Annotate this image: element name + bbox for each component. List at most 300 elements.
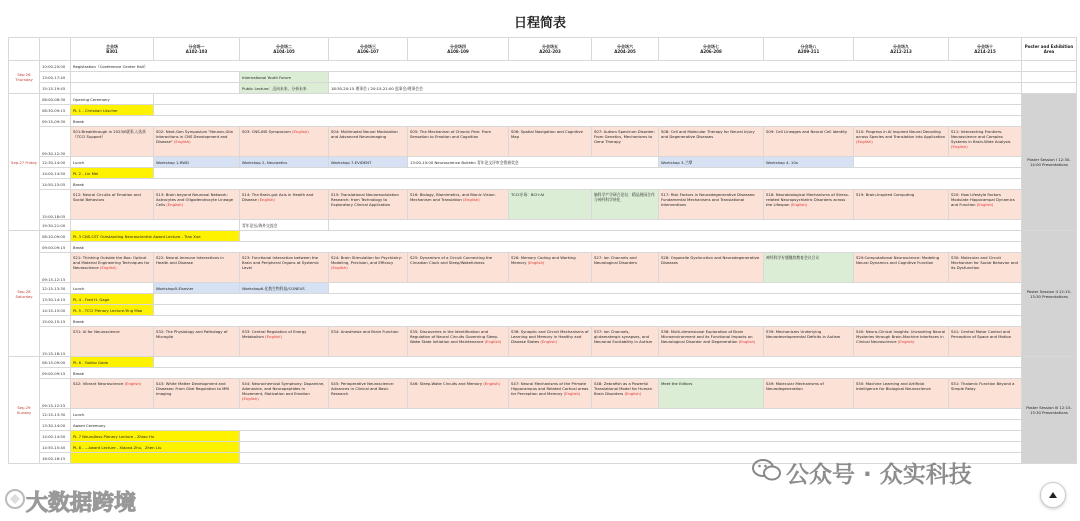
column-header-room: A209-211 <box>797 49 820 54</box>
session-cell[interactable] <box>154 157 240 168</box>
language-tag: (English) <box>463 197 480 202</box>
session-cell[interactable] <box>329 379 408 409</box>
column-header-name: 分会场九 <box>893 44 909 49</box>
brand-watermark: 大数据跨境 <box>26 491 137 516</box>
session-title: Meet the Editors <box>661 381 693 386</box>
column-header <box>764 38 854 61</box>
session-cell[interactable] <box>509 327 592 357</box>
session-cell[interactable] <box>764 379 854 409</box>
session-title: Workshop6-化数生物科技/CONEUS <box>242 285 305 291</box>
column-header-name: 分会场一 <box>188 44 205 49</box>
language-tag: (English) <box>897 339 915 344</box>
session-cell[interactable] <box>71 283 154 294</box>
column-header-room: A202-203 <box>539 49 561 54</box>
session-title: TCCI专场：BCI+AI <box>511 192 545 197</box>
language-tag: (English) <box>258 197 275 202</box>
column-header <box>1022 38 1077 61</box>
session-title: S11: Intersecting Frontiers: Neuroscience and Complex Systems in Brain-Wide Analysis <box>951 129 1011 144</box>
empty-cell <box>329 220 1022 231</box>
session-title: S22: Neural-Immune Interactions in Health and Disease <box>156 255 224 265</box>
session-cell[interactable] <box>764 190 854 220</box>
time-slot: 13:30-14:00 <box>40 420 71 431</box>
session-title: S49: Molecular Mechanisms of Neurodegeneration <box>766 381 824 391</box>
time-slot: 14:50-15:05 <box>40 179 71 190</box>
session-title: S27: Ion Channels and Neurological Disorders <box>594 255 637 265</box>
session-cell[interactable] <box>154 127 240 157</box>
session-title: S28: Organelle Dysfunction and Neurodegenerative Diseases <box>661 255 760 265</box>
poster-session-cell[interactable] <box>1022 94 1077 231</box>
schedule-row <box>9 116 1077 127</box>
empty-cell <box>240 442 1022 453</box>
time-slot: 14:50-15:40 <box>40 442 71 453</box>
session-title: S23: Functional Interaction between the Brain and Peripheral Organs at Systemic Level <box>242 255 320 270</box>
time-slot: 12:30-14:00 <box>40 157 71 168</box>
session-title: International Youth Forum <box>242 74 292 80</box>
session-title: PL 3 CNS-CST Outstanding Neuroscientist Award Lecture - Tian Xue <box>73 233 201 239</box>
day-label: Sep.27 Friday <box>9 94 40 231</box>
empty-cell <box>329 283 1022 294</box>
poster-cell <box>1022 61 1077 72</box>
language-tag: (English) <box>540 339 558 344</box>
session-title: S07: Autism Spectrum Disorder: From Genetics, Mechanisms to Gene Therapy <box>594 129 656 144</box>
session-cell[interactable] <box>408 157 659 168</box>
session-cell[interactable] <box>509 127 592 157</box>
session-title: S18: Neurobiological Mechanisms of Stress-related Neuropsychiatric Disorders across the Lifespan <box>766 192 850 207</box>
session-title: S41: Central Motor Control and Perception of Space and Motion <box>951 329 1012 339</box>
session-title: PL 4 - Fred H. Gage <box>73 296 110 302</box>
schedule-row <box>9 83 1077 94</box>
session-cell[interactable] <box>71 179 1022 190</box>
session-title: S34: Anesthesia and Brain Function <box>331 329 399 334</box>
session-cell[interactable] <box>592 379 659 409</box>
column-header-name: 分会场四 <box>450 44 466 49</box>
session-title: S47: Neural Mechanisms of the Primate Hippocampus and Related Cortical areas for Perception and Memory <box>511 381 589 396</box>
language-tag: (English) <box>624 391 642 396</box>
schedule-row <box>9 72 1077 83</box>
session-title: Workshop 3-兰摩 <box>661 159 693 165</box>
session-cell[interactable] <box>592 127 659 157</box>
session-cell[interactable] <box>240 327 329 357</box>
session-cell[interactable] <box>71 294 154 305</box>
session-cell[interactable] <box>154 190 240 220</box>
session-title: S24: Brain Stimulation for Psychiatry: Modeling, Precision, and Efficacy <box>331 255 402 265</box>
time-slot: 14:15-15:00 <box>40 305 71 316</box>
time-slot: 08:15-09:00 <box>40 357 71 368</box>
session-cell[interactable] <box>240 379 329 409</box>
session-cell[interactable] <box>329 327 408 357</box>
empty-cell <box>71 453 240 464</box>
time-slot: 08:10-09:00 <box>40 231 71 242</box>
session-title: Lunch <box>73 159 85 165</box>
schedule-row <box>9 368 1077 379</box>
session-title: PL 2 - Lin Mei <box>73 170 99 176</box>
time-slot: 09:30-12:30 <box>40 127 71 157</box>
poster-session-label: Poster Session I 12:30-14:00 Presentations <box>1027 157 1071 167</box>
session-title: S08: Cell and Molecular Therapy for Neural Injury and Degenerative Diseases <box>661 129 755 139</box>
session-cell[interactable] <box>509 190 592 220</box>
session-title: S16: Biology, Biomimetics, and Bionic Vision: Mechanism and Translation <box>410 192 496 202</box>
session-title: S29:Computational Neuroscience: Modeling Neural Dynamics and Cognitive Function <box>856 255 940 265</box>
session-title: S45: Perioperative Neuroscience: Advances in Clinical and Basic Research <box>331 381 395 396</box>
session-title: Break <box>73 244 84 250</box>
session-title: S51: Thalamic Function Beyond a Simple Relay <box>951 381 1015 391</box>
empty-cell <box>71 72 240 83</box>
day-label: Sep.29 Sunday <box>9 357 40 464</box>
column-header <box>592 38 659 61</box>
column-header <box>408 38 509 61</box>
page-title: 日程简表 <box>513 16 566 31</box>
language-tag: (English) <box>976 202 994 207</box>
session-title: S17: Risk Factors in Neurodegenerative Diseases: Fundamental Mechanisms and Translational Interventions <box>661 192 756 207</box>
session-cell[interactable] <box>71 379 154 409</box>
session-cell[interactable] <box>154 283 240 294</box>
schedule-row <box>9 409 1077 420</box>
session-cell[interactable] <box>71 61 1022 72</box>
poster-cell <box>1022 72 1077 83</box>
column-header <box>509 38 592 61</box>
column-header-name: 分会场二 <box>276 44 292 49</box>
schedule-row <box>9 127 1077 157</box>
schedule-row <box>9 220 1077 231</box>
session-cell[interactable] <box>154 327 240 357</box>
session-cell[interactable] <box>854 327 949 357</box>
session-cell[interactable] <box>240 83 329 94</box>
column-header-name: Poster and Exhibition Area <box>1024 44 1074 54</box>
session-title: S31: AI for Neuroscience <box>73 329 120 334</box>
session-title: S40: Neuro-Clinical Insights: Unraveling Neural Mysteries through Brain-Machine Interfaces in Clinical Neuroscience <box>856 329 946 344</box>
empty-cell <box>71 83 240 94</box>
time-slot: 15:00-15:15 <box>40 316 71 327</box>
language-tag: (English) <box>331 265 348 270</box>
session-cell[interactable] <box>509 253 592 283</box>
column-header-room: A102-103 <box>185 49 208 54</box>
session-cell[interactable] <box>659 190 764 220</box>
schedule-row <box>9 231 1077 242</box>
session-cell[interactable] <box>71 242 1022 253</box>
language-tag: (English) <box>265 334 282 339</box>
session-cell[interactable] <box>592 190 659 220</box>
session-cell[interactable] <box>71 327 154 357</box>
session-cell[interactable] <box>71 127 154 157</box>
schedule-row <box>9 420 1077 431</box>
column-header-room: B301 <box>106 49 118 54</box>
session-cell[interactable] <box>764 327 854 357</box>
empty-cell <box>154 168 1022 179</box>
session-cell[interactable] <box>240 220 329 231</box>
language-tag: (English) <box>790 202 808 207</box>
session-title: S13: Brain beyond Neuronal Network: Astrocytes and Oligodendrocyte Lineage Cells <box>156 192 234 207</box>
session-cell[interactable] <box>408 127 509 157</box>
poster-session-label: Poster Session II 12:15-13:30 Presentations <box>1026 288 1072 299</box>
column-header-name: 主会场 <box>106 44 118 49</box>
empty-cell <box>240 231 1022 242</box>
session-cell[interactable] <box>408 190 509 220</box>
session-title: S48: Zebrafish as a Powerful Translational Model for Human Brain Disorders <box>594 381 653 396</box>
session-title: S01:Breakthrough in 2023/B团队入选获（TCCI Support） <box>73 129 146 139</box>
time-slot: 09:00-09:15 <box>40 242 71 253</box>
session-cell[interactable] <box>71 105 154 116</box>
session-title: S21: Thinking Outside the Box: Optical and Material Engineering Techniques for Neuroscience <box>73 255 150 270</box>
session-title: S03: CNS-INS Symposium <box>242 129 291 134</box>
brand-logo-icon <box>4 488 26 510</box>
language-tag: (English) <box>738 339 756 344</box>
session-title: S32: The Physiology and Pathology of Microglia <box>156 329 228 339</box>
language-tag: (English) <box>173 139 191 144</box>
session-title: Lunch <box>73 411 85 417</box>
session-cell[interactable] <box>592 253 659 283</box>
session-cell[interactable] <box>71 420 1022 431</box>
scroll-to-top-button[interactable] <box>1040 482 1066 508</box>
language-tag: (English) <box>242 396 259 401</box>
session-cell[interactable] <box>154 379 240 409</box>
column-header-room: A212-213 <box>890 49 912 54</box>
column-header-room: A204-205 <box>614 49 636 54</box>
schedule-row <box>9 157 1077 168</box>
session-title: Break <box>73 181 84 187</box>
time-slot: 10:00-20:00 <box>40 61 71 72</box>
session-cell[interactable] <box>71 190 154 220</box>
session-title: Public Lecture：迈向未来、分析未来 <box>242 85 307 91</box>
session-cell[interactable] <box>240 157 329 168</box>
time-slot: 09:15-12:15 <box>40 253 71 283</box>
time-slot: 08:00-08:30 <box>40 94 71 105</box>
language-tag: (English) <box>951 144 968 149</box>
session-title: S15: Translational Neuromodulation Research: from Technology to Exploratory Clinical Application <box>331 192 399 207</box>
time-slot: 19:30-21:00 <box>40 220 71 231</box>
time-slot: 12:15-13:30 <box>40 409 71 420</box>
session-cell[interactable] <box>329 157 408 168</box>
session-title: PL 5 - TCCI Plenary Lecture-Ying Mao <box>73 307 143 313</box>
session-title: S02: Next-Gen Symposium "Neuron-Glia Interactions in CNS Development and Disease" <box>156 129 233 144</box>
session-cell[interactable] <box>329 190 408 220</box>
session-title: Break <box>73 370 84 376</box>
schedule-table <box>8 37 1077 464</box>
session-title: S10: Progress in AI Inspired Neural Decoding across Species and Translation into Application <box>856 129 946 139</box>
session-title: 脑科学产学研合论坛：精品展园合作与神经科学转化 <box>594 192 655 202</box>
session-cell[interactable] <box>71 305 154 316</box>
session-title: Workshop 2- Neuroetics <box>242 159 288 165</box>
schedule-row <box>9 305 1077 316</box>
language-tag: (English) <box>124 381 142 386</box>
schedule-row <box>9 379 1077 409</box>
session-title: S06: Spatial Navigation and Cognitive Map <box>511 129 584 139</box>
session-cell[interactable] <box>854 253 949 283</box>
session-cell[interactable] <box>764 253 854 283</box>
poster-cell <box>1022 83 1077 94</box>
column-header <box>71 38 154 61</box>
session-title: S19: Brain-Inspired Computing <box>856 192 915 197</box>
session-cell[interactable] <box>329 127 408 157</box>
session-title: S36: Synaptic and Circuit Mechanisms of Learning and Memory in Healthy and Disease States <box>511 329 589 344</box>
session-title: PL 1 - Christian Lüscher <box>73 107 118 113</box>
session-cell[interactable] <box>240 283 329 294</box>
poster-session-cell[interactable] <box>1022 231 1077 357</box>
session-cell[interactable] <box>854 190 949 220</box>
session-title: S04: Multimodal Neural Modulation and Advanced Neuroimaging <box>331 129 398 139</box>
empty-cell <box>854 157 1022 168</box>
column-header-name: 分会场七 <box>703 44 719 49</box>
language-tag: (English) <box>166 202 183 207</box>
schedule-row <box>9 442 1077 453</box>
schedule-row <box>9 242 1077 253</box>
schedule-row <box>9 431 1077 442</box>
session-cell[interactable] <box>71 168 154 179</box>
session-title: Workshop5-Elsevier <box>156 285 194 291</box>
schedule-row <box>9 168 1077 179</box>
session-cell[interactable] <box>659 379 764 409</box>
time-slot: 09:15-12:15 <box>40 379 71 409</box>
session-title: 青年论坛/海外交流会 <box>242 222 278 228</box>
session-title: S38: Multi-dimensional Exploration of Brain Microenvironment and its Functional Impacts on Neurological Disorder and Degeneration <box>661 329 753 344</box>
schedule-row <box>9 105 1077 116</box>
session-cell[interactable] <box>71 157 154 168</box>
session-title: S35: Discoveries in the Identification and Regulation of Neural Circuits Governing Sleep-Wake State Initiation and Maintenance <box>410 329 499 344</box>
column-header <box>659 38 764 61</box>
session-title: S20: How Lifestyle Factors Modulate Hippocampal Dynamics and Function <box>951 192 1015 207</box>
column-header <box>329 38 408 61</box>
session-title: S09: Cell Lineages and Neural Cell Identity <box>766 129 848 134</box>
session-cell[interactable] <box>329 253 408 283</box>
session-title: S46: Sleep-Wake Circuits and Memory <box>410 381 483 386</box>
time-slot: 14:00-14:50 <box>40 431 71 442</box>
session-cell[interactable] <box>71 431 240 442</box>
session-title: 18:30-20:15 理事会 / 20:15-21:00 监事会/理事会会 <box>331 85 423 91</box>
session-cell[interactable] <box>949 253 1022 283</box>
session-title: PL 7 NeuroXess Plenary Lecture - Zhiao Hu <box>73 433 155 439</box>
poster-session-label: Poster Session III 12:15-13:30 Presentations <box>1026 405 1072 415</box>
session-cell[interactable] <box>71 94 154 105</box>
empty-cell <box>154 94 1022 105</box>
session-title: Award Ceremony <box>73 422 106 428</box>
day-label: Sep.26 Thursday <box>9 61 40 94</box>
header-row <box>9 38 1077 61</box>
session-cell[interactable] <box>659 157 764 168</box>
column-header <box>240 38 329 61</box>
column-header-room: A214-215 <box>974 49 996 54</box>
language-tag: (English) <box>483 381 501 386</box>
column-header-room: A106-107 <box>357 49 379 54</box>
empty-cell <box>154 105 1022 116</box>
session-title: Break <box>73 318 84 324</box>
wechat-watermark: 公众号 · 众实科技 <box>786 462 972 488</box>
session-cell[interactable] <box>854 127 949 157</box>
session-cell[interactable] <box>764 127 854 157</box>
column-header-name: 分会场六 <box>617 44 633 49</box>
session-cell[interactable] <box>71 116 1022 127</box>
schedule-row <box>9 357 1077 368</box>
session-cell[interactable] <box>71 253 154 283</box>
column-header-name: 分会场三 <box>360 44 376 49</box>
session-cell[interactable] <box>659 327 764 357</box>
session-cell[interactable] <box>154 253 240 283</box>
column-header-name: 分会场八 <box>800 44 817 49</box>
session-title: Workshop 1-RWD <box>156 159 189 165</box>
session-title: S44: Neurochemical Symphony: Dopamine, Adenosine, and Neuropeptides in Movement, Motivation and Emotion <box>242 381 325 396</box>
schedule-row <box>9 94 1077 105</box>
session-cell[interactable] <box>240 253 329 283</box>
session-title: S33: Central Regulation of Energy Metabolism <box>242 329 307 339</box>
session-title: S30: Molecular and Circuit Mechanism for Social Behavior and its Dysfunction <box>951 255 1018 270</box>
session-cell[interactable] <box>949 327 1022 357</box>
session-cell[interactable] <box>240 190 329 220</box>
arrow-up-icon <box>1048 491 1058 499</box>
time-slot: 09:00-09:15 <box>40 368 71 379</box>
language-tag: (English) <box>292 129 309 134</box>
session-title: Lunch <box>73 285 85 291</box>
session-cell[interactable] <box>764 157 854 168</box>
language-tag: (English) <box>484 339 502 344</box>
schedule-row <box>9 190 1077 220</box>
schedule-row <box>9 61 1077 72</box>
session-title: 神经科学专题继续教育会议合议 <box>766 255 820 260</box>
session-cell[interactable] <box>408 327 509 357</box>
session-cell[interactable] <box>240 127 329 157</box>
poster-session-cell[interactable] <box>1022 357 1077 464</box>
session-title: S42: Vibrant Neuroscience <box>73 381 124 386</box>
session-cell[interactable] <box>71 409 1022 420</box>
language-tag: (English) <box>99 265 117 270</box>
session-title: Registration（Conference Center Hall） <box>73 63 148 69</box>
time-slot: 15:15-19:45 <box>40 83 71 94</box>
column-header-room: A108-109 <box>447 49 469 54</box>
session-title: Break <box>73 118 84 124</box>
session-cell[interactable] <box>71 231 240 242</box>
session-cell[interactable] <box>659 253 764 283</box>
time-slot: 09:15-09:30 <box>40 116 71 127</box>
time-slot: 12:15-13:30 <box>40 283 71 294</box>
session-title: Opening Ceremony <box>73 96 110 102</box>
session-cell[interactable] <box>949 190 1022 220</box>
empty-cell <box>329 72 1022 83</box>
session-cell[interactable] <box>659 127 764 157</box>
session-cell[interactable] <box>949 379 1022 409</box>
time-slot: 15:15-18:15 <box>40 327 71 357</box>
language-tag: (English) <box>856 139 873 144</box>
session-title: S25: Dynamism of a Circuit Connecting the Circadian Clock and Sleep/Wakefulness <box>410 255 493 265</box>
column-header <box>854 38 949 61</box>
session-cell[interactable] <box>854 379 949 409</box>
empty-cell <box>154 357 1022 368</box>
session-cell[interactable] <box>71 357 154 368</box>
session-title: S12: Neural Circuits of Emotion and Social Behaviors <box>73 192 141 202</box>
column-header <box>154 38 240 61</box>
session-cell[interactable] <box>71 316 1022 327</box>
session-title: 13:00-15:00 Neuroscience Bulletin 青年论文评审会暨颁奖会 <box>410 159 519 165</box>
session-cell[interactable] <box>949 127 1022 157</box>
session-cell[interactable] <box>408 253 509 283</box>
time-slot: 08:30-09:15 <box>40 105 71 116</box>
schedule-row <box>9 327 1077 357</box>
time-slot: 14:00-14:50 <box>40 168 71 179</box>
schedule-row <box>9 253 1077 283</box>
session-cell[interactable] <box>408 379 509 409</box>
time-slot: 15:00-18:05 <box>40 190 71 220</box>
session-cell[interactable] <box>240 72 329 83</box>
session-cell[interactable] <box>509 379 592 409</box>
time-slot: 16:00-16:15 <box>40 453 71 464</box>
schedule-row <box>9 179 1077 190</box>
session-cell[interactable] <box>329 83 1022 94</box>
session-title: S37: Ion Channels, glutamatergic synapses, and Neuronal Excitability in Autism <box>594 329 653 344</box>
session-cell[interactable] <box>592 327 659 357</box>
session-cell[interactable] <box>71 442 240 453</box>
column-header <box>949 38 1022 61</box>
session-cell[interactable] <box>71 368 1022 379</box>
session-title: Workshop 4- 10x <box>766 159 799 165</box>
language-tag: (English) <box>563 391 581 396</box>
empty-cell <box>154 305 1022 316</box>
session-title: PL 8 - ...Award Lecture - Xiaona Zhu、Zhen Liu <box>73 444 162 450</box>
